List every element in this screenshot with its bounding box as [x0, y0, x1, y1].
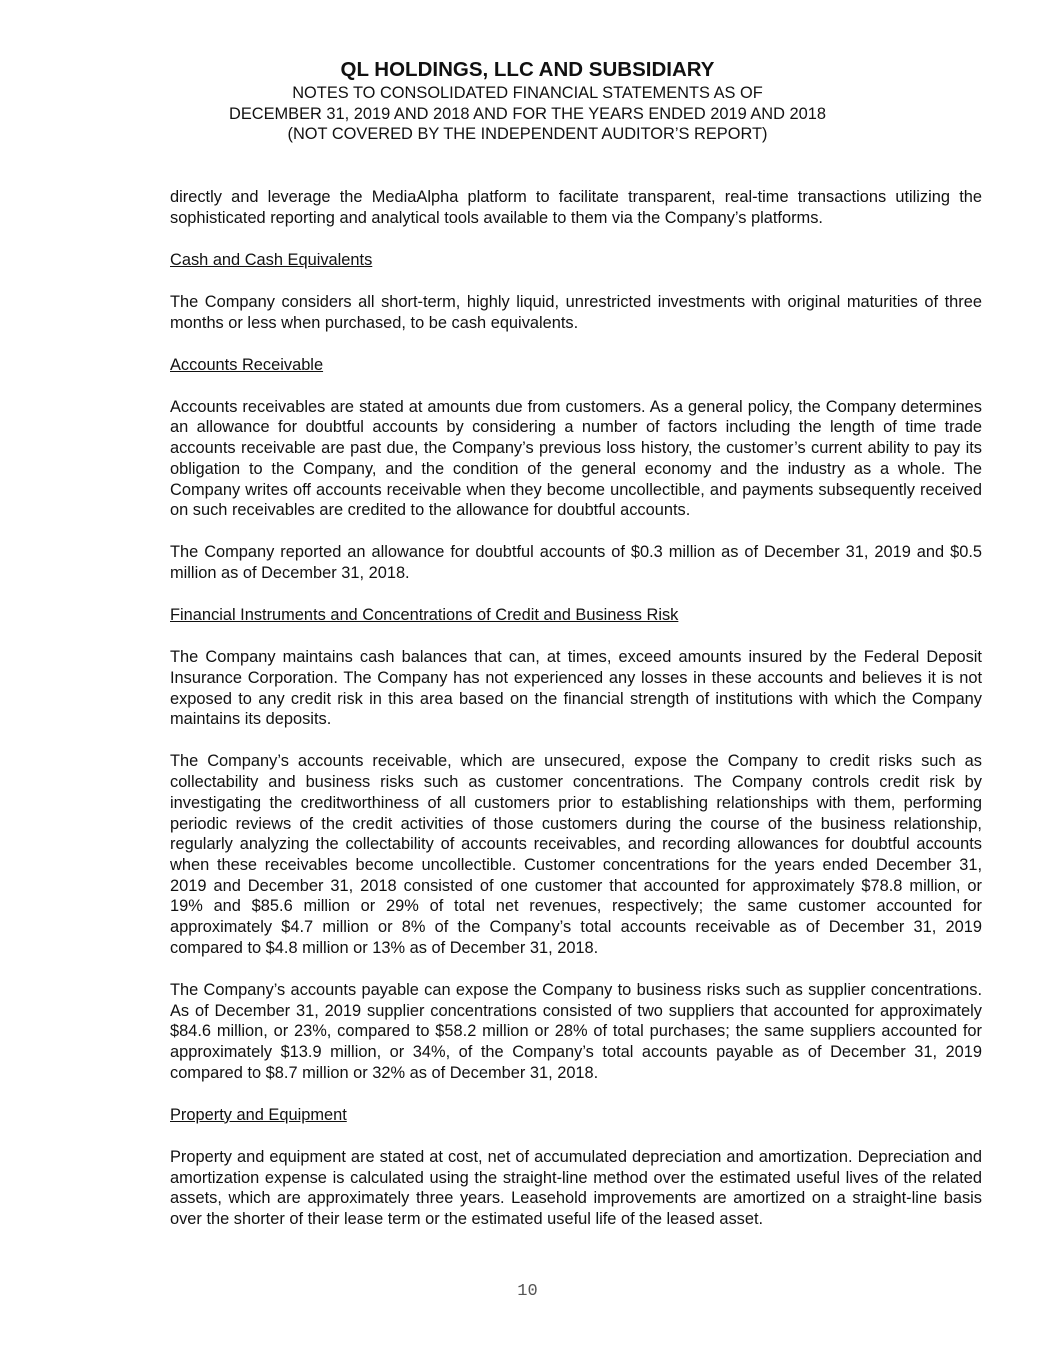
section-heading-financial-instruments: Financial Instruments and Concentrations of Credit and Business Risk	[170, 606, 679, 625]
header-subtitle-line-1: NOTES TO CONSOLIDATED FINANCIAL STATEMENTS AS OF	[292, 84, 763, 102]
cash-paragraph: The Company considers all short-term, highly liquid, unrestricted investments with original maturities of three months or less when purchased, to be cash equivalents.	[170, 292, 982, 332]
header-subtitle-line-2: DECEMBER 31, 2019 AND 2018 AND FOR THE YEARS ENDED 2019 AND 2018	[228, 104, 826, 123]
financial-instruments-paragraph-3: The Company’s accounts payable can expose the Company to business risks such as supplier concentrations. As of December 31, 2019 supplier concentrations consisted of two suppliers that accounted for approximately $84.6 million, or 23%, compared to $58.2 million or 28% of total purchases; the same suppliers accounted for approximately $13.9 million, or 34%, of the Company’s total accounts payable as of December 31, 2019 compared to $8.7 million or 32% as of December 31, 2018.	[170, 980, 982, 1082]
financial-instruments-paragraph-2: The Company’s accounts receivable, which are unsecured, expose the Company to credit risks such as collectability and business risks such as customer concentrations. The Company controls credit risk by investigating the creditworthiness of all customers prior to establishing relationships with them, performing periodic reviews of the credit activities of those customers during the course of the business relationship, regularly analyzing the collectability of accounts receivables, and recording allowances for doubtful accounts when these receivables become uncollectible. Customer concentrations for the years ended December 31, 2019 and December 31, 2018 consisted of one customer that accounted for approximately $78.8 million, or 19% and $85.6 million or 29% of total net revenues, respectively; the same customer accounted for approximately $4.7 million or 8% of the Company’s total accounts receivable as of December 31, 2019 compared to $4.8 million or 13% as of December 31, 2018.	[170, 752, 982, 957]
header-subtitle-line-3: (NOT COVERED BY THE INDEPENDENT AUDITOR’S REPORT)	[287, 125, 768, 144]
property-equipment-paragraph: Property and equipment are stated at cost, net of accumulated depreciation and amortization. Depreciation and amortization expense is calculated using the straight-line method over the estimated useful lives of the related assets, which are approximately three years. Leasehold improvements are amortized on a straight-line basis over the shorter of their lease term or the estimated useful life of the leased asset.	[170, 1147, 982, 1229]
financial-instruments-paragraph-1: The Company maintains cash balances that can, at times, exceed amounts insured by the Federal Deposit Insurance Corporation. The Company has not experienced any losses in these accounts and believes it is not exposed to any credit risk in this area based on the financial strength of institutions with which the Company maintains its deposits.	[170, 648, 982, 729]
company-name: QL HOLDINGS, LLC AND SUBSIDIARY	[340, 58, 715, 81]
section-heading-accounts-receivable: Accounts Receivable	[170, 355, 324, 374]
document-header	[0, 57, 1055, 145]
document-body	[170, 187, 982, 1251]
page-number: 10	[517, 1282, 538, 1301]
intro-paragraph: directly and leverage the MediaAlpha platform to facilitate transparent, real-time transactions utilizing the sophisticated reporting and analytical tools available to them via the Company’s platforms.	[170, 188, 982, 227]
accounts-receivable-paragraph-1: Accounts receivables are stated at amounts due from customers. As a general policy, the Company determines an allowance for doubtful accounts by considering a number of factors including the length of time trade accounts receivable are past due, the Company’s previous loss history, the customer’s current ability to pay its obligation to the Company, and the condition of the general economy and the industry as a whole. The Company writes off accounts receivable when they become uncollectible, and payments subsequently received on such receivables are credited to the allowance for doubtful accounts.	[170, 397, 982, 520]
accounts-receivable-paragraph-2: The Company reported an allowance for doubtful accounts of $0.3 million as of December 31, 2019 and $0.5 million as of December 31, 2018.	[170, 543, 982, 583]
section-heading-cash: Cash and Cash Equivalents	[170, 250, 373, 269]
section-heading-property-equipment: Property and Equipment	[170, 1105, 347, 1124]
